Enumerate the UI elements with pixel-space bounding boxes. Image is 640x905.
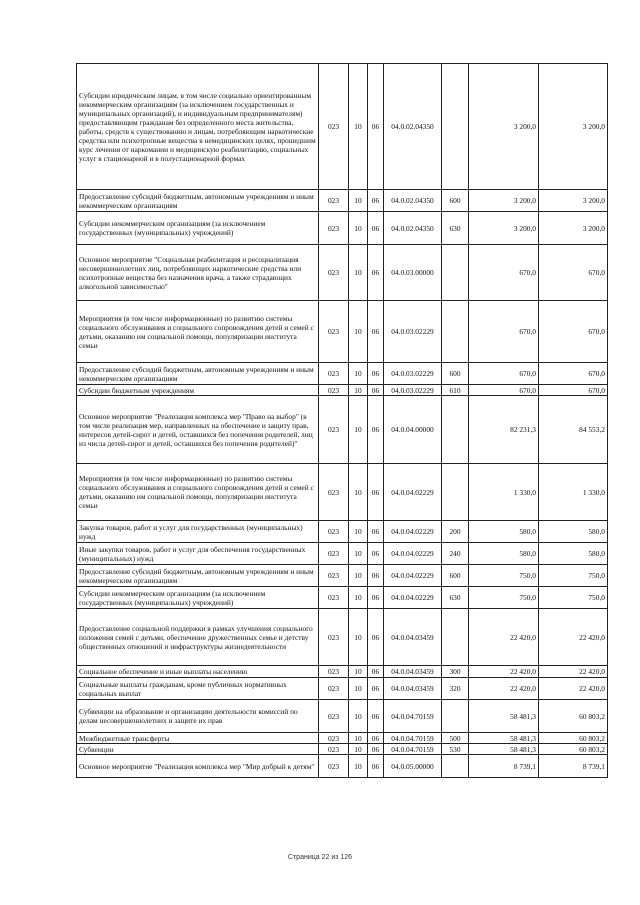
target-article: 04.0.04.03459 — [384, 666, 442, 678]
target-article: 04.0.04.02229 — [384, 587, 442, 609]
expense-type: 600 — [442, 363, 469, 385]
ministry-code: 023 — [319, 609, 349, 666]
expense-type — [442, 700, 469, 733]
row-name: Основное мероприятие "Реализация комплекса мер "Право на выбор" (в том числе реализация мер, направленных на обеспечение и защиту прав, интересов детей-сирот и детей, оставшихся без попечения родителей, лиц из числа детей-сирот и детей, оставшихся без попечения родителей)" — [77, 396, 319, 464]
subsection-code: 06 — [368, 565, 384, 587]
expense-type: 530 — [442, 744, 469, 755]
section-code: 10 — [349, 301, 368, 363]
section-code: 10 — [349, 190, 368, 212]
section-code: 10 — [349, 744, 368, 755]
expense-type: 200 — [442, 521, 469, 543]
amount-year-2: 8 739,1 — [539, 755, 608, 778]
expense-type — [442, 609, 469, 666]
amount-year-1: 580,0 — [469, 543, 539, 565]
target-article: 04.0.02.04350 — [384, 64, 442, 190]
amount-year-2: 60 803,2 — [539, 744, 608, 755]
subsection-code: 06 — [368, 543, 384, 565]
amount-year-2: 670,0 — [539, 385, 608, 396]
table-row — [77, 733, 608, 744]
subsection-code: 06 — [368, 245, 384, 301]
target-article: 04.0.04.00000 — [384, 396, 442, 464]
subsection-code: 06 — [368, 700, 384, 733]
section-code: 10 — [349, 678, 368, 700]
amount-year-1: 58 481,3 — [469, 700, 539, 733]
subsection-code: 06 — [368, 64, 384, 190]
ministry-code: 023 — [319, 464, 349, 521]
row-name: Закупка товаров, работ и услуг для государственных (муниципальных) нужд — [77, 521, 319, 543]
subsection-code: 06 — [368, 385, 384, 396]
subsection-code: 06 — [368, 678, 384, 700]
subsection-code: 06 — [368, 744, 384, 755]
table-row — [77, 245, 608, 301]
amount-year-2: 670,0 — [539, 301, 608, 363]
target-article: 04.0.04.03459 — [384, 678, 442, 700]
target-article: 04.0.04.02229 — [384, 543, 442, 565]
table-row — [77, 385, 608, 396]
amount-year-1: 58 481,3 — [469, 733, 539, 744]
section-code: 10 — [349, 245, 368, 301]
row-name: Мероприятия (в том числе информационные) по развитию системы социального обслуживания и социального сопровождения детей и семей с детьми, оказанию им социальной помощи, популяризации института семьи — [77, 301, 319, 363]
row-name: Иные закупки товаров, работ и услуг для обеспечения государственных (муниципальных) нужд — [77, 543, 319, 565]
target-article: 04.0.03.02229 — [384, 301, 442, 363]
expense-type: 500 — [442, 733, 469, 744]
expense-type — [442, 396, 469, 464]
expense-type: 600 — [442, 190, 469, 212]
ministry-code: 023 — [319, 678, 349, 700]
table-row — [77, 396, 608, 464]
amount-year-1: 22 420,0 — [469, 666, 539, 678]
expense-type — [442, 755, 469, 778]
table-row — [77, 543, 608, 565]
table-row — [77, 700, 608, 733]
amount-year-1: 3 200,0 — [469, 64, 539, 190]
amount-year-2: 750,0 — [539, 587, 608, 609]
expense-type — [442, 301, 469, 363]
target-article: 04.0.02.04350 — [384, 212, 442, 245]
table-row — [77, 609, 608, 666]
subsection-code: 06 — [368, 521, 384, 543]
amount-year-2: 84 553,2 — [539, 396, 608, 464]
table-row — [77, 212, 608, 245]
expense-type: 600 — [442, 565, 469, 587]
row-name: Межбюджетные трансферты — [77, 733, 319, 744]
ministry-code: 023 — [319, 666, 349, 678]
target-article: 04.0.03.02229 — [384, 363, 442, 385]
section-code: 10 — [349, 396, 368, 464]
ministry-code: 023 — [319, 587, 349, 609]
ministry-code: 023 — [319, 543, 349, 565]
table-row — [77, 464, 608, 521]
amount-year-2: 22 420,0 — [539, 678, 608, 700]
ministry-code: 023 — [319, 212, 349, 245]
amount-year-2: 580,0 — [539, 521, 608, 543]
subsection-code: 06 — [368, 464, 384, 521]
row-name: Субсидии бюджетным учреждениям — [77, 385, 319, 396]
ministry-code: 023 — [319, 363, 349, 385]
section-code: 10 — [349, 385, 368, 396]
row-name: Субвенции — [77, 744, 319, 755]
target-article: 04.0.04.02229 — [384, 565, 442, 587]
ministry-code: 023 — [319, 744, 349, 755]
expense-type — [442, 64, 469, 190]
amount-year-1: 58 481,3 — [469, 744, 539, 755]
expense-type: 630 — [442, 212, 469, 245]
section-code: 10 — [349, 64, 368, 190]
amount-year-1: 82 231,3 — [469, 396, 539, 464]
table-row — [77, 64, 608, 190]
subsection-code: 06 — [368, 363, 384, 385]
row-name: Мероприятия (в том числе информационные) по развитию системы социального обслуживания и социального сопровождения детей и семей с детьми, оказанию им социальной помощи, популяризации института семьи — [77, 464, 319, 521]
subsection-code: 06 — [368, 396, 384, 464]
section-code: 10 — [349, 212, 368, 245]
subsection-code: 06 — [368, 733, 384, 744]
table-row — [77, 755, 608, 778]
target-article: 04.0.04.03459 — [384, 609, 442, 666]
table-row — [77, 744, 608, 755]
subsection-code: 06 — [368, 587, 384, 609]
table-row — [77, 666, 608, 678]
section-code: 10 — [349, 521, 368, 543]
amount-year-1: 670,0 — [469, 301, 539, 363]
row-name: Предоставление социальной поддержки в рамках улучшения социального положения семей с детьми, обеспечение дружественных семье и детству общественных отношений и инфраструктуры жизнедеятельности — [77, 609, 319, 666]
subsection-code: 06 — [368, 301, 384, 363]
table-row — [77, 587, 608, 609]
amount-year-1: 670,0 — [469, 385, 539, 396]
amount-year-2: 22 420,0 — [539, 609, 608, 666]
ministry-code: 023 — [319, 385, 349, 396]
table-row — [77, 363, 608, 385]
row-name: Предоставление субсидий бюджетным, автономным учреждениям и иным некоммерческим организациям — [77, 363, 319, 385]
target-article: 04.0.04.70159 — [384, 744, 442, 755]
amount-year-1: 750,0 — [469, 565, 539, 587]
section-code: 10 — [349, 464, 368, 521]
ministry-code: 023 — [319, 64, 349, 190]
table-row — [77, 678, 608, 700]
target-article: 04.0.03.02229 — [384, 385, 442, 396]
expense-type: 320 — [442, 678, 469, 700]
ministry-code: 023 — [319, 245, 349, 301]
row-name: Предоставление субсидий бюджетным, автономным учреждениям и иным некоммерческим организациям — [77, 190, 319, 212]
target-article: 04.0.03.00000 — [384, 245, 442, 301]
section-code: 10 — [349, 543, 368, 565]
budget-table — [76, 63, 608, 778]
row-name: Предоставление субсидий бюджетным, автономным учреждениям и иным некоммерческим организациям — [77, 565, 319, 587]
subsection-code: 06 — [368, 666, 384, 678]
subsection-code: 06 — [368, 609, 384, 666]
target-article: 04.0.02.04350 — [384, 190, 442, 212]
section-code: 10 — [349, 565, 368, 587]
expense-type: 630 — [442, 587, 469, 609]
target-article: 04.0.04.70159 — [384, 733, 442, 744]
ministry-code: 023 — [319, 521, 349, 543]
ministry-code: 023 — [319, 700, 349, 733]
subsection-code: 06 — [368, 755, 384, 778]
ministry-code: 023 — [319, 190, 349, 212]
amount-year-1: 580,0 — [469, 521, 539, 543]
table-row — [77, 190, 608, 212]
ministry-code: 023 — [319, 733, 349, 744]
section-code: 10 — [349, 666, 368, 678]
row-name: Субвенции на образование и организацию деятельности комиссий по делам несовершеннолетних и защите их прав — [77, 700, 319, 733]
row-name: Социальное обеспечение и иные выплаты населению — [77, 666, 319, 678]
amount-year-2: 580,0 — [539, 543, 608, 565]
amount-year-1: 22 420,0 — [469, 609, 539, 666]
amount-year-1: 8 739,1 — [469, 755, 539, 778]
amount-year-1: 3 200,0 — [469, 190, 539, 212]
amount-year-2: 3 200,0 — [539, 190, 608, 212]
amount-year-2: 60 803,2 — [539, 733, 608, 744]
expense-type — [442, 464, 469, 521]
target-article: 04.0.04.02229 — [384, 464, 442, 521]
row-name: Основное мероприятие "Социальная реабилитация и ресоциализация несовершеннолетних лиц, потребляющих наркотические средства или психотропные вещества без назначения врача, а также страдающих алкогольной зависимостью" — [77, 245, 319, 301]
section-code: 10 — [349, 755, 368, 778]
row-name: Субсидии некоммерческим организациям (за исключением государственных (муниципальных) учреждений) — [77, 212, 319, 245]
row-name: Субсидии юридическим лицам, в том числе социально ориентированным некоммерческим организациям (за исключением государственных и муниципальных организаций), и индивидуальным предпринимателям) предоставляющим гражданам без определенного места жительства, работы, средств к существованию и лицам, потребляющим наркотические средства или психотропные вещества в немедицинских целях, прошедшим курс лечения от наркомании и медицинскую реабилитацию, социальных услуг в стационарной и в полустационарной формах — [77, 64, 319, 190]
subsection-code: 06 — [368, 212, 384, 245]
section-code: 10 — [349, 733, 368, 744]
section-code: 10 — [349, 609, 368, 666]
section-code: 10 — [349, 587, 368, 609]
target-article: 04.0.05.00000 — [384, 755, 442, 778]
amount-year-1: 1 330,0 — [469, 464, 539, 521]
amount-year-1: 670,0 — [469, 245, 539, 301]
amount-year-2: 670,0 — [539, 363, 608, 385]
table-row — [77, 521, 608, 543]
amount-year-1: 22 420,0 — [469, 678, 539, 700]
expense-type: 610 — [442, 385, 469, 396]
page-number: Страница 22 из 126 — [287, 854, 353, 861]
amount-year-2: 670,0 — [539, 245, 608, 301]
target-article: 04.0.04.70159 — [384, 700, 442, 733]
section-code: 10 — [349, 700, 368, 733]
subsection-code: 06 — [368, 190, 384, 212]
amount-year-1: 670,0 — [469, 363, 539, 385]
amount-year-2: 22 420,0 — [539, 666, 608, 678]
expense-type: 240 — [442, 543, 469, 565]
section-code: 10 — [349, 363, 368, 385]
amount-year-2: 60 803,2 — [539, 700, 608, 733]
ministry-code: 023 — [319, 755, 349, 778]
row-name: Основное мероприятие "Реализация комплекса мер "Мир добрый к детям" — [77, 755, 319, 778]
amount-year-2: 3 200,0 — [539, 212, 608, 245]
amount-year-1: 750,0 — [469, 587, 539, 609]
ministry-code: 023 — [319, 396, 349, 464]
expense-type — [442, 245, 469, 301]
amount-year-2: 750,0 — [539, 565, 608, 587]
table-row — [77, 565, 608, 587]
row-name: Субсидии некоммерческим организациям (за исключением государственных (муниципальных) учреждений) — [77, 587, 319, 609]
amount-year-2: 1 330,0 — [539, 464, 608, 521]
amount-year-1: 3 200,0 — [469, 212, 539, 245]
target-article: 04.0.04.02229 — [384, 521, 442, 543]
amount-year-2: 3 200,0 — [539, 64, 608, 190]
ministry-code: 023 — [319, 565, 349, 587]
expense-type: 300 — [442, 666, 469, 678]
row-name: Социальные выплаты гражданам, кроме публичных нормативных социальных выплат — [77, 678, 319, 700]
ministry-code: 023 — [319, 301, 349, 363]
table-body — [77, 64, 608, 778]
table-row — [77, 301, 608, 363]
